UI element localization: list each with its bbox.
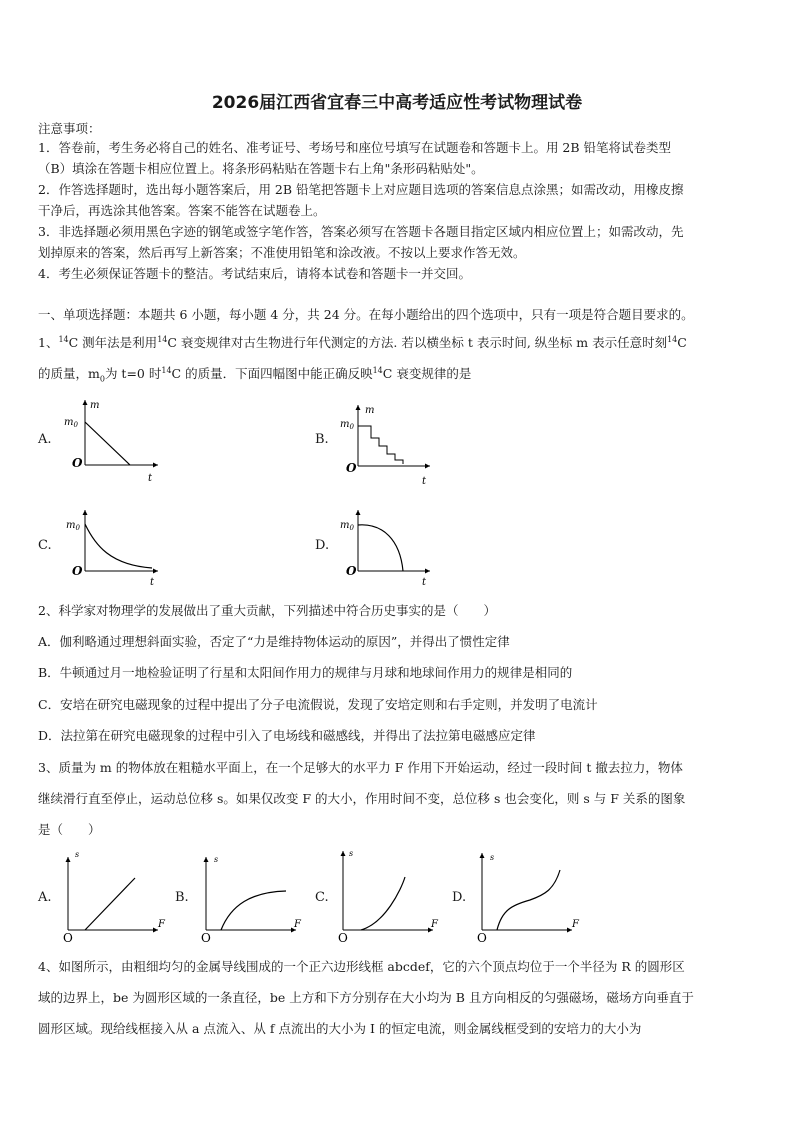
svg-text:O: O [338,931,348,945]
svg-text:O: O [346,461,357,475]
svg-text:t: t [150,577,155,588]
q3-option-c[interactable]: C. [315,890,329,905]
notice-item-2: 2．作答选择题时，选出每小题答案后，用 2B 铅笔把答题卡上对应题目选项的答案信息点涂黑；如需改动，用橡皮擦 [38,182,684,197]
svg-text:O: O [72,456,83,470]
svg-text:t: t [148,473,153,484]
notice-item-1: 1．答卷前，考生务必将自己的姓名、准考证号、考场号和座位号填写在试题卷和答题卡上。用 2B 铅笔将试卷类型 [38,140,672,155]
svg-text:s: s [75,850,80,859]
q1-graph-c [60,505,165,590]
notice-item-3-cont: 划掉原来的答案，然后再写上新答案；不准使用铅笔和涂改液。不按以上要求作答无效。 [38,245,526,260]
q3-stem-line2: 继续滑行直至停止，运动总位移 s。如果仅改变 F 的大小，作用时间不变，总位移 s 也会变化，则 s 与 F 关系的图象 [38,791,686,806]
q3-stem-line3: 是（ ） [38,822,101,837]
q1-option-c[interactable]: C. [38,538,52,553]
svg-text:m0: $m_0$ [340,520,354,532]
q3-graph-c [333,845,448,945]
svg-text:s: s [490,853,495,862]
q3-graph-d [472,845,587,945]
q3-stem-line1: 3、质量为 m 的物体放在粗糙水平面上，在一个足够大的水平力 F 作用下开始运动，经过一段时间 t 撤去拉力，物体 [38,760,683,775]
svg-text:F: F [294,919,301,930]
notice-heading: 注意事项： [38,121,101,136]
svg-text:F: F [158,919,165,930]
q1-stem-line1: 1、$^{14}$C 测年法是利用$^{14}$C 衰变规律对古生物进行年代测定的方法. 若以横坐标 t 表示时间, 纵坐标 m 表示任意时刻$^{14}$C [38,334,687,350]
notice-item-3: 3．非选择题必须用黑色字迹的钢笔或签字笔作答，答案必须写在答题卡各题目指定区域内相应位置上；如需改动，先 [38,224,684,239]
svg-text:O: O [63,931,73,945]
q3-option-a[interactable]: A. [38,890,52,905]
svg-text:m0: $m_0$ [340,419,354,431]
svg-text:O: O [72,564,83,578]
notice-item-1-cont: （B）填涂在答题卡相应位置上。将条形码粘贴在答题卡右上角"条形码粘贴处"。 [38,161,484,176]
svg-text:m: m [365,405,375,416]
q3-option-d[interactable]: D. [452,890,467,905]
q2-option-b[interactable]: B．牛顿通过月一地检验证明了行星和太阳间作用力的规律与月球和地球间作用力的规律是相同的 [38,665,573,680]
svg-text:F: F [431,919,438,930]
svg-text:O: O [477,931,487,945]
svg-text:s: s [349,849,354,858]
q2-option-c[interactable]: C．安培在研究电磁现象的过程中提出了分子电流假说，发现了安培定则和右手定则，并发明了电流计 [38,697,598,712]
svg-text:O: O [201,931,211,945]
q4-stem-line1: 4、如图所示，由粗细均匀的金属导线围成的一个正六边形线框 abcdef，它的六个顶点均位于一个半径为 R 的圆形区 [38,959,685,974]
section-heading: 一、单项选择题：本题共 6 小题，每小题 4 分，共 24 分。在每小题给出的四个选项中，只有一项是符合题目要求的。 [38,307,694,322]
svg-text:t: t [422,577,427,588]
q1-graph-b [338,400,438,490]
q3-graph-b [196,845,311,945]
q1-stem-line2: 的质量，$m_0$为 t=0 时$^{14}$C 的质量．下面四幅图中能正确反映$^{14}$C 衰变规律的是 [38,365,472,384]
svg-text:m: m [90,400,100,411]
svg-text:m0: $m_0$ [66,520,80,532]
notice-item-4: 4．考生必须保证答题卡的整洁。考试结束后，请将本试卷和答题卡一并交回。 [38,266,471,281]
svg-text:s: s [214,855,219,864]
q1-option-b[interactable]: B. [315,432,329,447]
svg-text:O: O [346,564,357,578]
q1-graph-d [338,505,438,590]
q3-graph-a [58,845,173,945]
q2-option-a[interactable]: A．伽利略通过理想斜面实验，否定了“力是维持物体运动的原因”，并得出了惯性定律 [38,634,510,649]
q2-stem: 2、科学家对物理学的发展做出了重大贡献，下列描述中符合历史事实的是（ ） [38,603,496,618]
svg-text:F: F [572,919,579,930]
page-title: 2026届江西省宜春三中高考适应性考试物理试卷 [211,93,583,113]
notice-item-2-cont: 干净后，再选涂其他答案。答案不能答在试题卷上。 [38,203,326,218]
q3-option-b[interactable]: B. [175,890,189,905]
q1-graph-a [60,395,165,485]
q4-stem-line3: 圆形区域。现给线框接入从 a 点流入、从 f 点流出的大小为 I 的恒定电流，则金属线框受到的安培力的大小为 [38,1021,642,1036]
q2-option-d[interactable]: D．法拉第在研究电磁现象的过程中引入了电场线和磁感线，并得出了法拉第电磁感应定律 [38,728,536,743]
q1-option-d[interactable]: D. [315,538,330,553]
svg-text:m0: $m_0$ [64,417,78,429]
q1-option-a[interactable]: A. [38,432,52,447]
q4-stem-line2: 域的边界上，be 为圆形区域的一条直径，be 上方和下方分别存在大小均为 B 且方向相反的匀强磁场，磁场方向垂直于 [38,990,694,1005]
svg-text:t: t [422,476,427,487]
